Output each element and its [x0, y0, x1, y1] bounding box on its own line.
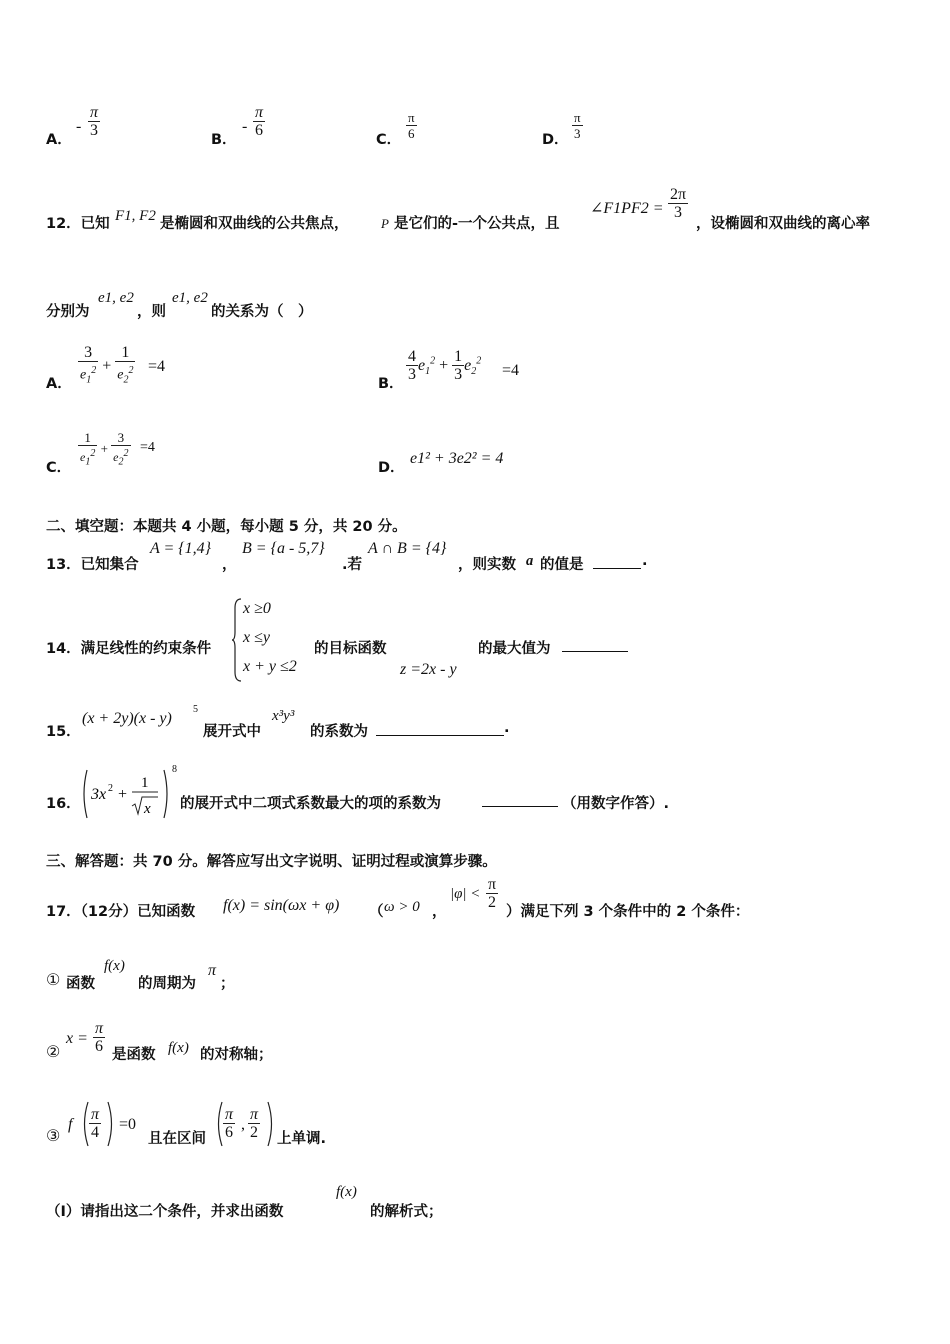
q14-answer-blank[interactable] [562, 637, 628, 652]
q11-option-a-sign: - [76, 118, 82, 135]
q12-option-c-expr: $\frac{1}{e_1^2}$ + $\frac{3}{e_2^2}$ [80, 430, 129, 468]
q11-option-d-label: D． [542, 132, 569, 148]
q14-brace [232, 598, 242, 682]
q17-condition-2-mark: ② [46, 1044, 61, 1061]
q17-condition-3-interval-close [266, 1100, 276, 1148]
q12-option-a-label: A． [46, 376, 72, 392]
q13-text-3: .若 [342, 557, 363, 573]
q12-foci: F1, F2 [115, 208, 156, 224]
q15-term: x³y³ [272, 708, 295, 724]
q17-condition-3-a: 且在区间 [148, 1131, 206, 1147]
svg-text:1: 1 [141, 775, 149, 791]
q15-exponent: 5 [193, 704, 198, 715]
q17-condition-2-a: 是函数 [112, 1047, 156, 1063]
q12-option-b-tail: =4 [502, 362, 520, 379]
q17-text-3: ， [432, 904, 447, 920]
q17-condition-3-f: f [68, 1116, 73, 1133]
q14-text-2: 的目标函数 [314, 641, 387, 657]
q17-condition-3-interval-right: $\frac{\pi}{2}$ [250, 1106, 259, 1141]
q16-exponent: 8 [172, 764, 177, 775]
q17-condition-3-comma: , [241, 1116, 245, 1133]
q17-condition-3-interval-left: $\frac{\pi}{6}$ [225, 1106, 234, 1141]
q12-text-4: ，设椭圆和双曲线的离心率 [696, 216, 870, 232]
q11-option-d-fraction: $\frac{\pi}{3}$ [574, 110, 581, 141]
q12-line2-a: 分别为 [46, 304, 90, 320]
q17-condition-2-f: f(x) [168, 1040, 189, 1056]
q12-angle-fraction: $\frac{2\pi}{3}$ [670, 186, 687, 221]
q11-option-c-label: C． [376, 132, 402, 148]
q12-text-3: 是它们的-一个公共点，且 [394, 216, 560, 232]
q14-constraint-3: x + y ≤2 [243, 658, 297, 675]
q13-text-1: 13．已知集合 [46, 557, 139, 573]
section-2-heading: 二、填空题：本题共 4 小题，每小题 5 分，共 20 分。 [46, 519, 407, 535]
q12-text-2: 是椭圆和双曲线的公共焦点， [160, 216, 349, 232]
q12-option-d-label: D． [378, 460, 405, 476]
q14-text-3: 的最大值为 [478, 641, 551, 657]
q12-angle: ∠F1PF2 = [590, 200, 664, 217]
q15-end: . [504, 720, 510, 736]
q17-condition-3-b: 上单调. [277, 1131, 327, 1147]
q17-condition-3-fraction: $\frac{\pi}{4}$ [91, 1106, 100, 1141]
q13-text-2: ， [222, 557, 237, 573]
q17-condition-1-mark: ① [46, 972, 61, 989]
q12-text-1: 12．已知 [46, 216, 110, 232]
q17-condition-3-paren-close [106, 1100, 116, 1148]
q17-part-1-f: f(x) [336, 1184, 357, 1200]
q15-answer-blank[interactable] [376, 721, 504, 736]
q13-set-b: B = {a - 5,7} [242, 540, 325, 557]
svg-text:3x: 3x [91, 786, 107, 803]
q17-condition-1-f: f(x) [104, 958, 125, 974]
q17-text-1: 17．（12分）已知函数 [46, 904, 196, 920]
q17-part-1-a: （Ⅰ）请指出这二个条件，并求出函数 [46, 1204, 284, 1220]
q12-option-b-label: B． [378, 376, 404, 392]
q12-option-a-expr: $\frac{3}{e_1^2}$ + $\frac{1}{e_2^2}$ [80, 344, 134, 386]
q15-number: 15． [46, 724, 81, 740]
q11-option-b-label: B． [211, 132, 237, 148]
q17-condition-2-b: 的对称轴； [200, 1047, 273, 1063]
q12-option-a-tail: =4 [148, 358, 166, 375]
q11-option-a-label: A． [46, 132, 72, 148]
q12-point-p: P [381, 216, 389, 231]
q13-variable-a: a [526, 553, 534, 569]
svg-text:+: + [118, 786, 128, 803]
q17-condition-1-b: 的周期为 [138, 976, 196, 992]
q12-eccentricities-1: e1, e2 [98, 290, 134, 306]
q17-text-2: （ [369, 904, 384, 920]
q14-objective: z =2x - y [400, 661, 457, 678]
q12-option-c-tail: =4 [140, 440, 155, 455]
q17-condition-2-fraction: $\frac{\pi}{6}$ [95, 1020, 104, 1055]
q17-condition-3-eq: =0 [119, 1116, 137, 1133]
q12-option-d-expr: e1² + 3e2² = 4 [410, 450, 504, 467]
section-3-heading: 三、解答题：共 70 分。解答应写出文字说明、证明过程或演算步骤。 [46, 854, 497, 870]
q17-function: f(x) = sin(ωx + φ) [223, 897, 340, 914]
q12-eccentricities-2: e1, e2 [172, 290, 208, 306]
q13-intersection: A ∩ B = {4} [368, 540, 447, 557]
q15-text-3: 的系数为 [310, 724, 368, 740]
q17-condition-1-pi: π [208, 962, 217, 979]
q15-expression: (x + 2y)(x - y) [82, 710, 172, 727]
q17-part-1-b: 的解析式； [370, 1204, 443, 1220]
q13-answer-blank[interactable] [593, 554, 641, 569]
q17-condition-2-x: x = [66, 1030, 88, 1047]
q11-option-a-fraction: $\frac{\pi}{3}$ [90, 104, 99, 139]
q17-condition-3-mark: ③ [46, 1128, 61, 1145]
q12-line2-b: ，则 [137, 304, 166, 320]
q17-phi-fraction: $\frac{\pi}{2}$ [488, 876, 497, 911]
q17-condition-1-c: ； [220, 976, 235, 992]
q16-expression [80, 768, 174, 820]
q12-line2-c: 的关系为（ ） [211, 304, 313, 320]
svg-text:2: 2 [108, 783, 113, 794]
q14-text-1: 14．满足线性的约束条件 [46, 641, 212, 657]
q11-option-c-fraction: $\frac{\pi}{6}$ [408, 110, 415, 141]
q14-constraint-1: x ≥0 [243, 600, 271, 617]
q11-option-b-sign: - [242, 118, 248, 135]
q12-option-c-label: C． [46, 460, 72, 476]
q17-omega: ω > 0 [384, 899, 420, 915]
q14-constraint-2: x ≤y [243, 629, 270, 646]
q16-answer-blank[interactable] [482, 792, 558, 807]
q16-text-2: 的展开式中二项式系数最大的项的系数为 [180, 796, 441, 812]
q13-text-4: ，则实数 [458, 557, 516, 573]
q16-text-3: （用数字作答）. [562, 796, 670, 812]
q13-text-5: 的值是 [540, 557, 584, 573]
svg-text:x: x [144, 801, 151, 817]
q12-option-b-expr: $\frac{4}{3}$ $e_1^2$ + $\frac{1}{3}$ $e_2^2$ [408, 348, 482, 383]
q17-phi: |φ| < [450, 886, 481, 902]
q13-set-a: A = {1,4} [150, 540, 212, 557]
q17-condition-1-a: 函数 [66, 976, 95, 992]
q13-end: . [642, 553, 648, 569]
q11-option-b-fraction: $\frac{\pi}{6}$ [255, 104, 264, 139]
q17-text-4: ）满足下列 3 个条件中的 2 个条件： [506, 904, 750, 920]
q15-text-2: 展开式中 [203, 724, 261, 740]
q16-number: 16． [46, 796, 81, 812]
